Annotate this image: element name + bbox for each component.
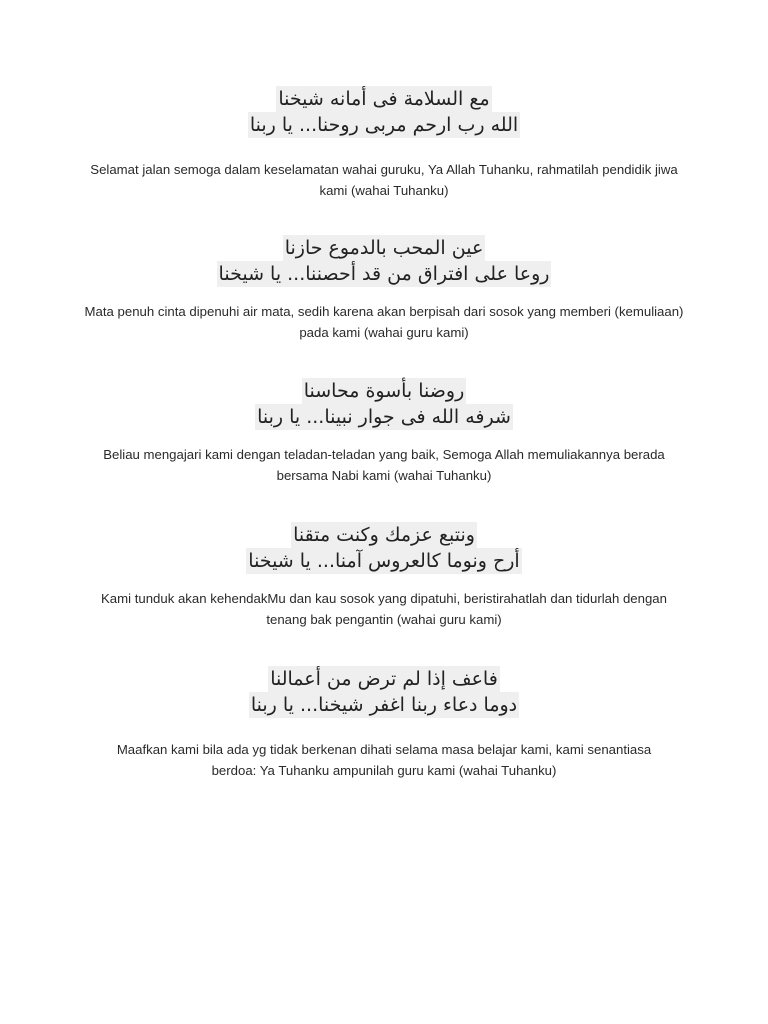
arabic-line-2: دوما دعاء ربنا اغفر شيخنا... يا ربنا <box>250 694 518 716</box>
stanza-4 <box>0 522 768 630</box>
translation-text: Kami tunduk akan kehendakMu dan kau sosok yang dipatuhi, beristirahatlah dan tidurlah dengan tenang bak pengantin (wahai guru kami) <box>101 591 667 627</box>
arabic-verse <box>0 378 768 430</box>
arabic-line-1: عين المحب بالدموع حازنا <box>284 237 484 259</box>
arabic-line-2: روعا على افتراق من قد أحصننا... يا شيخنا <box>218 263 550 285</box>
arabic-line-1: فاعف إذا لم ترض من أعمالنا <box>270 668 498 690</box>
arabic-line-1: ونتبع عزمك وكنت متقنا <box>293 524 475 546</box>
arabic-line-2: شرفه الله فى جوار نبينا... يا ربنا <box>257 406 511 428</box>
arabic-verse <box>0 235 768 287</box>
stanza-5 <box>0 666 768 781</box>
translation-text: Mata penuh cinta dipenuhi air mata, sedih karena akan berpisah dari sosok yang memberi (kemuliaan) pada kami (wahai guru kami) <box>84 304 684 340</box>
arabic-verse <box>0 666 768 718</box>
translation-text: Selamat jalan semoga dalam keselamatan wahai guruku, Ya Allah Tuhanku, rahmatilah pendidik jiwa kami (wahai Tuhanku) <box>90 162 678 198</box>
stanza-1 <box>0 86 768 201</box>
arabic-line-2: أرح ونوما كالعروس آمنا... يا شيخنا <box>248 550 520 572</box>
translation-text: Beliau mengajari kami dengan teladan-teladan yang baik, Semoga Allah memuliakannya berada bersama Nabi kami (wahai Tuhanku) <box>103 447 665 483</box>
stanza-3 <box>0 378 768 486</box>
arabic-line-2: الله رب ارحم مربى روحنا... يا ربنا <box>249 114 519 136</box>
arabic-verse <box>0 522 768 574</box>
stanza-2 <box>0 235 768 343</box>
arabic-verse <box>0 86 768 138</box>
arabic-line-1: مع السلامة فى أمانه شيخنا <box>278 88 490 110</box>
translation-text: Maafkan kami bila ada yg tidak berkenan dihati selama masa belajar kami, kami senantiasa berdoa: Ya Tuhanku ampunilah guru kami (wahai Tuhanku) <box>116 742 652 778</box>
arabic-line-1: روضنا بأسوة محاسنا <box>303 380 465 402</box>
